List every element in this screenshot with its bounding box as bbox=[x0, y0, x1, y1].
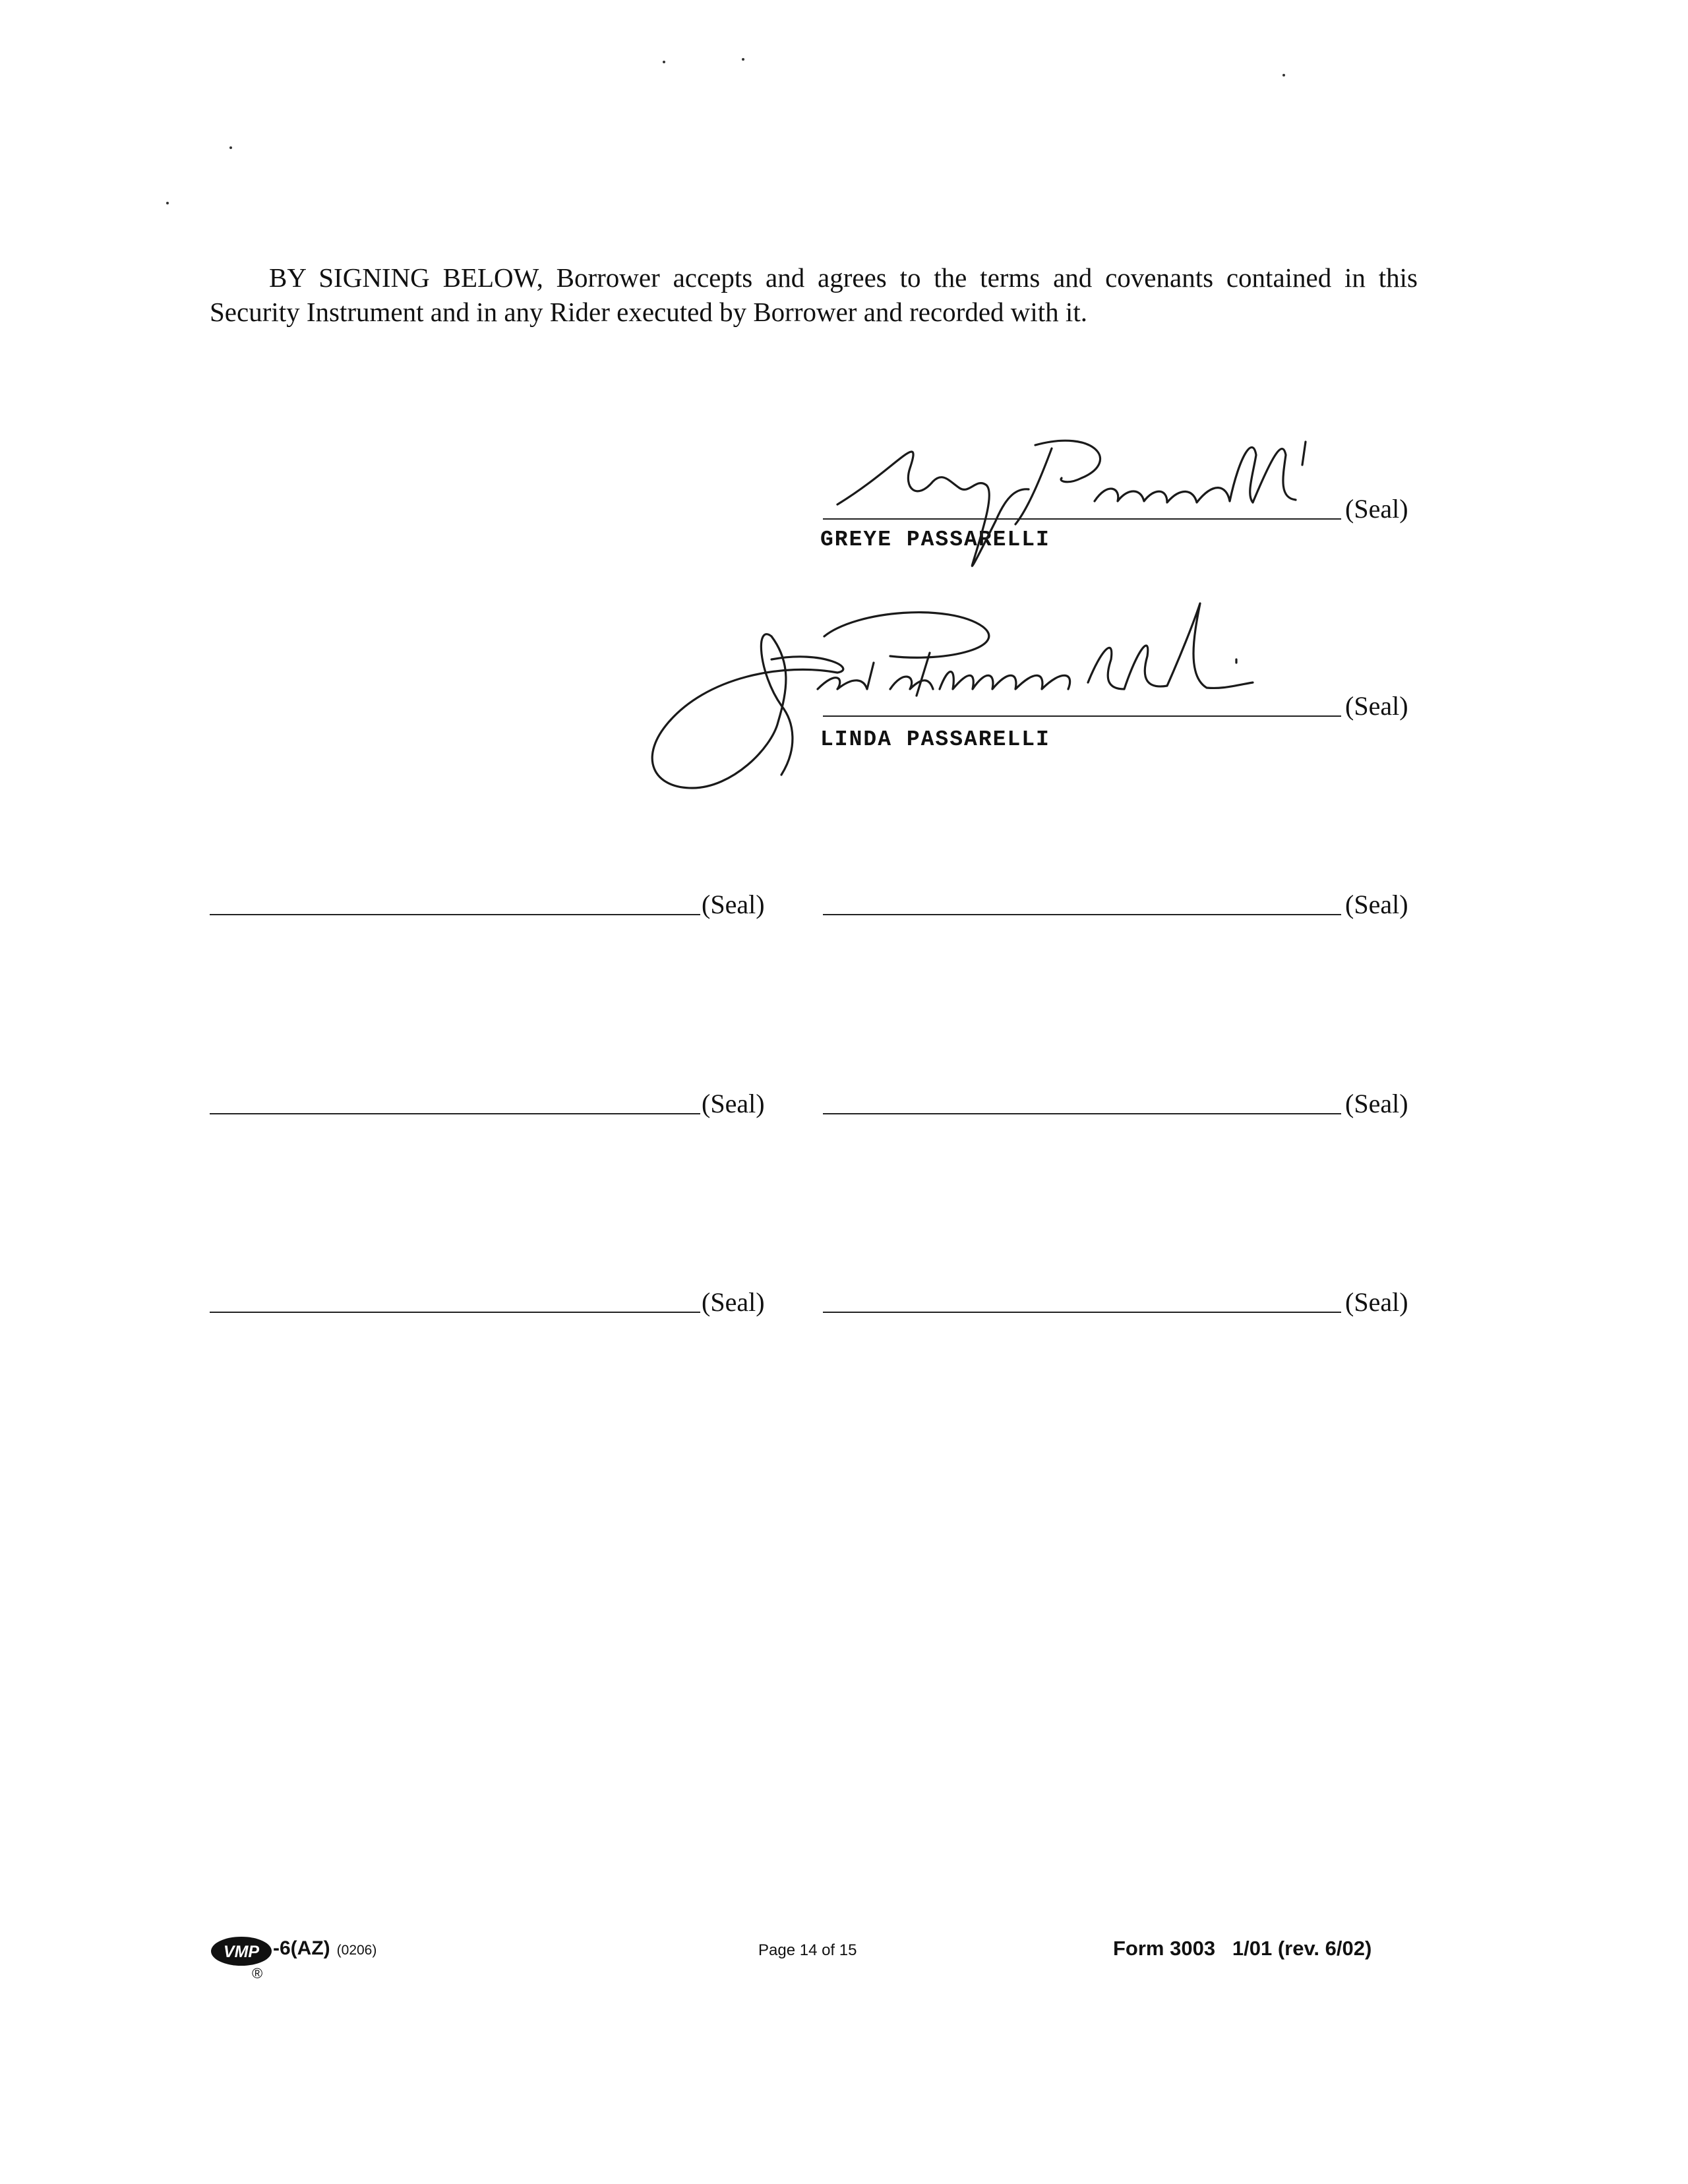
seal-label: (Seal) bbox=[702, 1287, 765, 1317]
seal-label: (Seal) bbox=[1345, 1089, 1408, 1118]
vmp-logo bbox=[210, 1935, 273, 1968]
form-code-date: (0206) bbox=[336, 1943, 377, 1958]
page-number: Page 14 of 15 bbox=[758, 1941, 857, 1959]
scan-speck bbox=[229, 146, 232, 149]
blank-signature-line bbox=[823, 1113, 1341, 1114]
seal-label: (Seal) bbox=[1345, 1287, 1408, 1317]
page-footer bbox=[0, 1932, 1688, 1985]
seal-label: (Seal) bbox=[1345, 494, 1408, 524]
seal-label: (Seal) bbox=[702, 1089, 765, 1118]
handwritten-signature bbox=[818, 415, 1345, 580]
form-code-text: -6(AZ) bbox=[273, 1937, 330, 1959]
scan-speck bbox=[663, 61, 665, 63]
seal-label: (Seal) bbox=[1345, 890, 1408, 919]
logo-text: VMP bbox=[223, 1943, 260, 1961]
blank-signature-line bbox=[823, 1312, 1341, 1313]
seal-label: (Seal) bbox=[1345, 691, 1408, 721]
borrower-acceptance-paragraph bbox=[210, 260, 1418, 329]
blank-signature-line bbox=[210, 1113, 700, 1114]
signer-name: LINDA PASSARELLI bbox=[820, 727, 1050, 752]
scan-speck bbox=[1282, 74, 1285, 76]
blank-signature-line bbox=[823, 914, 1341, 915]
scan-speck bbox=[166, 202, 169, 204]
seal-label: (Seal) bbox=[702, 890, 765, 919]
form-number: Form 3003 1/01 (rev. 6/02) bbox=[1113, 1937, 1372, 1960]
form-code bbox=[273, 1937, 377, 1960]
handwritten-signature bbox=[640, 597, 1279, 808]
registered-mark: ® bbox=[252, 1965, 263, 1982]
scan-speck bbox=[742, 58, 744, 61]
signer-name: GREYE PASSARELLI bbox=[820, 528, 1050, 552]
paragraph-line: Security Instrument and in any Rider executed by Borrower and recorded with it. bbox=[210, 297, 1087, 327]
blank-signature-line bbox=[210, 914, 700, 915]
paragraph-line: BY SIGNING BELOW, Borrower accepts and agrees to the terms and covenants contained in this bbox=[269, 262, 1418, 293]
blank-signature-line bbox=[210, 1312, 700, 1313]
